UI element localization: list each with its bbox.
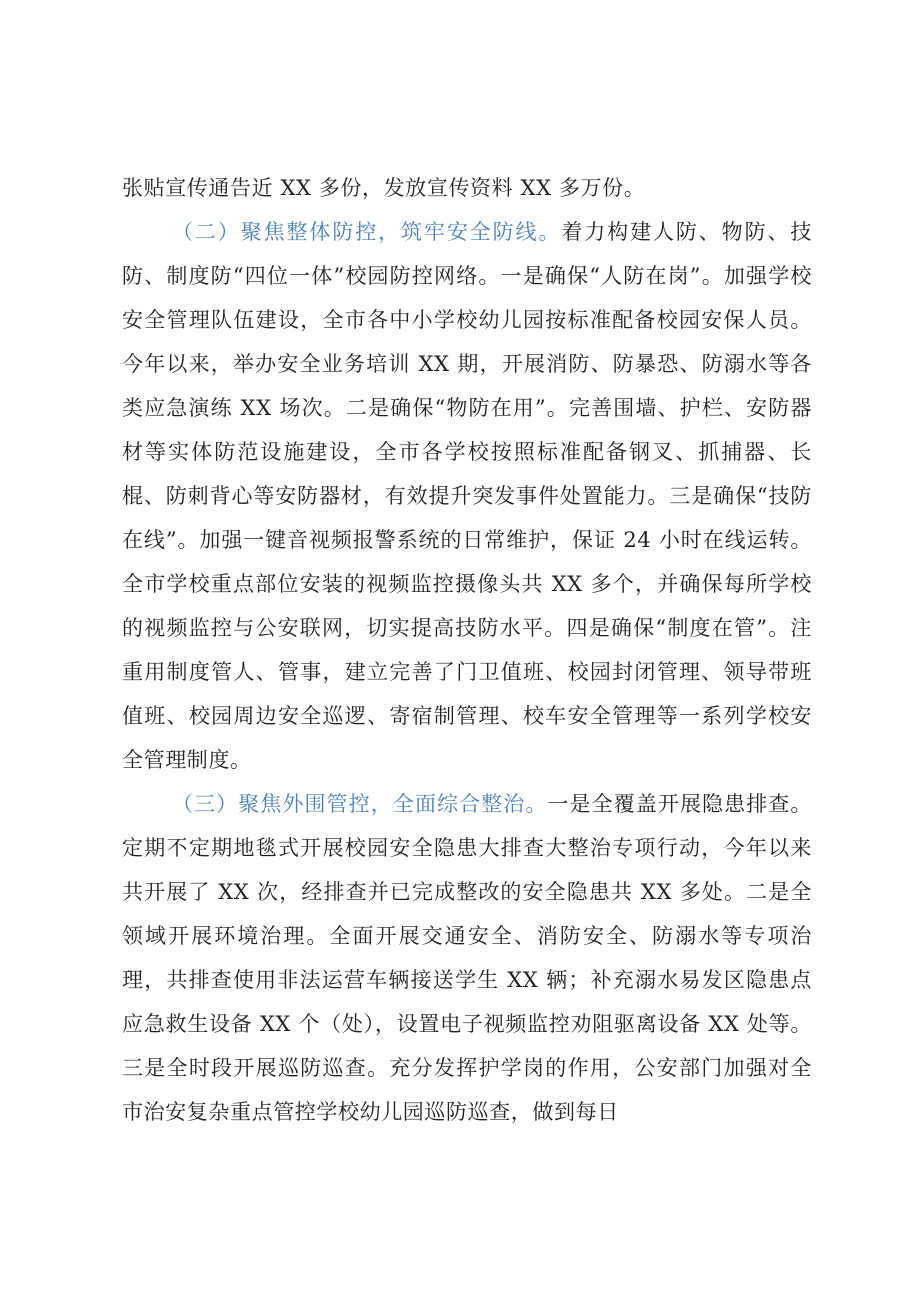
paragraph-text: 一是全覆盖开展隐患排查。定期不定期地毯式开展校园安全隐患大排查大整治专项行动，今年以来共开展了 XX 次，经排查并已完成整改的安全隐患共 XX 多处。二是全领域开展环境治理。全面开展交通安全、消防安全、防溺水等专项治理，共排查使用非法运营车辆接送学生 XX 辆；补充溺水易发区隐患点应急救生设备 XX 个（处），设置电子视频监控劝阻驱离设备 XX 处等。三是全时段开展巡防巡查。充分发挥护学岗的作用，公安部门加强对全市治安复杂重点管控学校幼儿园巡防巡查，做到每日: [122, 792, 812, 1124]
paragraph-text: 张贴宣传通告近 XX 多份，发放宣传资料 XX 多万份。: [122, 176, 646, 200]
document-body: [122, 166, 812, 1134]
paragraph-section-2: [122, 210, 812, 782]
paragraph-section-3: [122, 782, 812, 1134]
section-heading-2: （二）聚焦整体防控，筑牢安全防线。: [172, 220, 562, 244]
section-heading-3: （三）聚焦外围管控，全面综合整治。: [172, 792, 548, 816]
paragraph-text: 着力构建人防、物防、技防、制度防“四位一体”校园防控网络。一是确保“人防在岗”。加强学校安全管理队伍建设，全市各中小学校幼儿园按标准配备校园安保人员。今年以来，举办安全业务培训 XX 期，开展消防、防暴恐、防溺水等各类应急演练 XX 场次。二是确保“物防在用”。完善围墙、护栏、安防器材等实体防范设施建设，全市各学校按照标准配备钢叉、抓捕器、长棍、防刺背心等安防器材，有效提升突发事件处置能力。三是确保“技防在线”。加强一键音视频报警系统的日常维护，保证 24 小时在线运转。全市学校重点部位安装的视频监控摄像头共 XX 多个，并确保每所学校的视频监控与公安联网，切实提高技防水平。四是确保“制度在管”。注重用制度管人、管事，建立完善了门卫值班、校园封闭管理、领导带班值班、校园周边安全巡逻、寄宿制管理、校车安全管理等一系列学校安全管理制度。: [122, 220, 812, 772]
paragraph-continuation: [122, 166, 812, 210]
